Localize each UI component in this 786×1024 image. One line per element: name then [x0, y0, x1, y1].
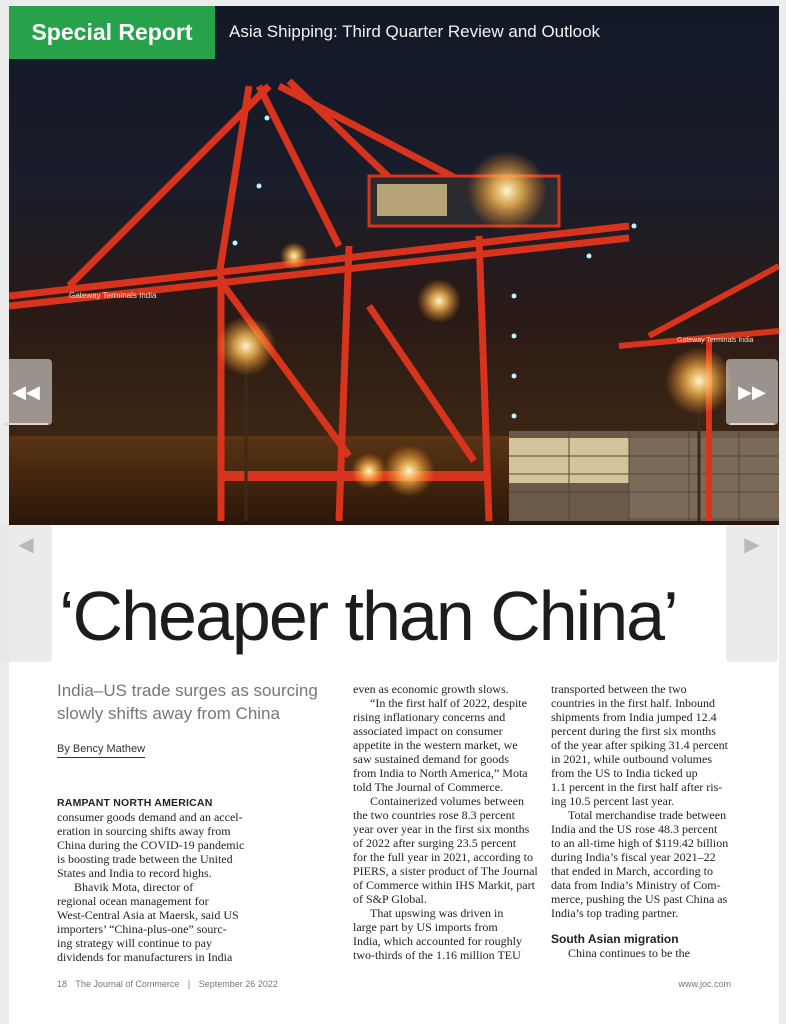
- article-column-1: [57, 795, 247, 964]
- chevron-right-icon: ▶: [744, 531, 760, 556]
- text-line: even as economic growth slows.: [353, 682, 509, 696]
- previous-spread-button[interactable]: [0, 359, 52, 425]
- crane-sign-left: Gateway Terminals India: [69, 291, 157, 300]
- column1-paragraph-2: [57, 880, 247, 964]
- text-line: from the US to India ticked up: [551, 766, 698, 780]
- rewind-icon: ◀◀: [12, 381, 40, 403]
- fast-forward-icon: ▶▶: [738, 381, 766, 403]
- text-line: in 2021, while outbound volumes: [551, 752, 712, 766]
- text-line: saw sustained demand for goods: [353, 752, 509, 766]
- text-line: countries in the first half. Inbound: [551, 696, 715, 710]
- text-line: rising inflationary concerns and: [353, 710, 506, 724]
- text-line: ing strategy will continue to pay: [57, 936, 212, 950]
- control-underline: [4, 423, 48, 425]
- previous-page-button[interactable]: [0, 525, 52, 662]
- text-line: dividends for manufacturers in India: [57, 950, 233, 964]
- text-line: shipments from India jumped 12.4: [551, 710, 717, 724]
- text-line: regional ocean management for: [57, 894, 209, 908]
- next-spread-button[interactable]: [726, 359, 778, 425]
- hero-photo: [9, 6, 779, 525]
- text-line: of 2022 after surging 23.5 percent: [353, 836, 517, 850]
- column3-paragraph-2: [551, 946, 741, 960]
- text-line: India, which accounted for roughly: [353, 934, 522, 948]
- text-line: of the year after spiking 31.4 percent: [551, 738, 728, 752]
- page-number: 18: [57, 979, 68, 989]
- text-line: transported between the two: [551, 682, 687, 696]
- text-line: “In the first half of 2022, despite: [370, 696, 527, 710]
- text-line: year over year in the first six months: [353, 822, 530, 836]
- text-line: eration in sourcing shifts away from: [57, 824, 231, 838]
- site-url: www.joc.com: [678, 979, 731, 989]
- control-underline: [730, 423, 774, 425]
- footer-separator: |: [187, 979, 191, 989]
- text-line: West-Central Asia at Maersk, said US: [57, 908, 239, 922]
- text-line: appetite in the western market, we: [353, 738, 518, 752]
- text-line: during India’s fiscal year 2021–22: [551, 850, 716, 864]
- text-line: is boosting trade between the United: [57, 852, 233, 866]
- text-line: importers’ “China-plus-one” sourc-: [57, 922, 227, 936]
- text-line: of S&P Global.: [353, 892, 427, 906]
- text-line: for the full year in 2021, according to: [353, 850, 533, 864]
- text-line: China during the COVID-19 pandemic: [57, 838, 245, 852]
- text-line: China continues to be the: [568, 946, 690, 960]
- text-line: States and India to record highs.: [57, 866, 212, 880]
- text-line: Containerized volumes between: [370, 794, 524, 808]
- next-page-button[interactable]: [726, 525, 778, 662]
- column2-paragraph-1: [353, 696, 543, 794]
- column1-paragraph-1: [57, 795, 247, 880]
- article-subhead: South Asian migration: [551, 932, 679, 946]
- text-line: from India to North America,” Mota: [353, 766, 528, 780]
- section-tag: Special Report: [9, 6, 215, 59]
- column3-paragraph-0: [551, 682, 741, 808]
- magazine-page: [9, 6, 779, 1024]
- issue-date: September 26 2022: [198, 979, 278, 989]
- text-line: ing 10.5 percent last year.: [551, 794, 675, 808]
- text-line: two-thirds of the 1.16 million TEU: [353, 948, 521, 962]
- text-line: PIERS, a sister product of The Journal: [353, 864, 538, 878]
- text-line: told The Journal of Commerce.: [353, 780, 504, 794]
- text-line: India’s top trading partner.: [551, 906, 679, 920]
- text-line: that ended in March, according to: [551, 864, 713, 878]
- text-line: associated impact on consumer: [353, 724, 503, 738]
- text-line: India and the US rose 48.3 percent: [551, 822, 718, 836]
- section-subtitle: Asia Shipping: Third Quarter Review and Outlook: [229, 22, 601, 41]
- text-line: large part by US imports from: [353, 920, 498, 934]
- text-line: 1.1 percent in the first half after ris-: [551, 780, 723, 794]
- article-deck: India–US trade surges as sourcing slowly shifts away from China: [57, 681, 318, 723]
- article-headline: ‘Cheaper than China’: [59, 577, 677, 655]
- article-column-2: [353, 682, 543, 962]
- column2-paragraph-0: [353, 682, 543, 696]
- column3-paragraph-1: [551, 808, 741, 920]
- article-byline: By Bency Mathew: [57, 743, 145, 758]
- text-line: the two countries rose 8.3 percent: [353, 808, 515, 822]
- text-line: of Commerce within IHS Markit, part: [353, 878, 535, 892]
- text-line: to an all-time high of $119.42 billion: [551, 836, 729, 850]
- crane-sign-right: Gateway Terminals India: [677, 337, 754, 344]
- text-line: Bhavik Mota, director of: [74, 880, 194, 894]
- text-line: Total merchandise trade between: [568, 808, 727, 822]
- article-kicker: RAMPANT NORTH AMERICAN: [57, 797, 213, 809]
- text-line: data from India’s Ministry of Com-: [551, 878, 721, 892]
- column2-paragraph-3: [353, 906, 543, 962]
- port-cranes-illustration: [9, 6, 779, 525]
- text-line: percent during the first six months: [551, 724, 716, 738]
- text-line: That upswing was driven in: [370, 906, 504, 920]
- publication-name: The Journal of Commerce: [75, 979, 180, 989]
- text-line: merce, pushing the US past China as: [551, 892, 728, 906]
- article-column-3: [551, 682, 741, 960]
- column2-paragraph-2: [353, 794, 543, 906]
- text-line: consumer goods demand and an accel-: [57, 810, 243, 824]
- chevron-left-icon: ◀: [18, 531, 34, 556]
- page-footer-left: [57, 979, 284, 989]
